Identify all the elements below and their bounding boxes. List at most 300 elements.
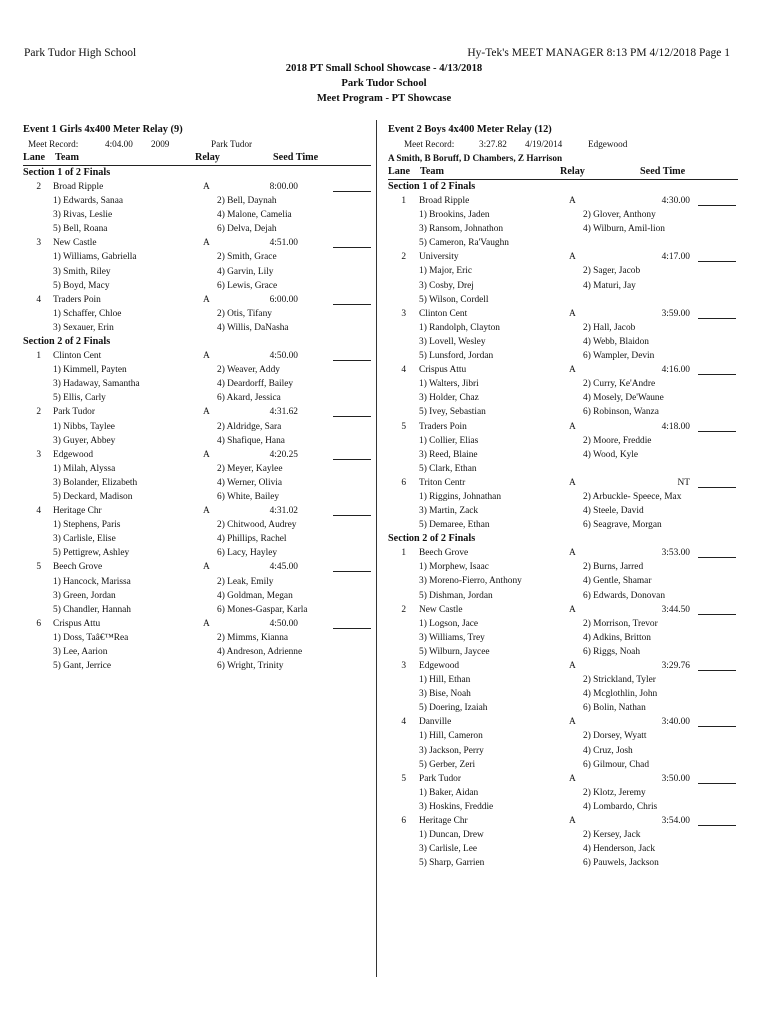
swimmer-name: 4) Deardorff, Bailey [217, 379, 294, 390]
swimmer-name: 4) Garvin, Lily [217, 266, 274, 277]
result-blank-line [333, 562, 371, 572]
swimmer-name: 2) Morrison, Trevor [583, 618, 658, 629]
col-relay: Relay [560, 166, 585, 177]
relay-letter: A [569, 421, 576, 432]
swimmer-name: 2) Kersey, Jack [583, 830, 641, 841]
team-name: Triton Centr [419, 477, 466, 488]
result-blank-line [333, 619, 371, 629]
lane-number: 2 [36, 407, 41, 418]
swimmer-row [388, 786, 738, 800]
result-blank-line [698, 422, 736, 432]
seed-time: 3:29.76 [661, 661, 690, 671]
swimmer-name: 6) Riggs, Noah [583, 646, 641, 657]
swimmer-name: 2) Hall, Jacob [583, 322, 636, 333]
swimmer-row [388, 264, 738, 278]
swimmer-name: 5) Demaree, Ethan [419, 520, 490, 531]
relay-entry-row [388, 715, 738, 729]
team-name: Traders Poin [419, 421, 467, 432]
swimmer-row [23, 631, 371, 645]
team-name: Edgewood [53, 449, 94, 460]
swimmer-row [23, 222, 371, 236]
meet-venue: Park Tudor School [341, 78, 427, 89]
result-blank-line [698, 661, 736, 671]
result-blank-line [698, 774, 736, 784]
swimmer-name: 4) Andreson, Adrienne [217, 647, 303, 657]
swimmer-row [388, 574, 738, 588]
seed-time: 3:53.00 [661, 548, 690, 559]
team-name: Park Tudor [419, 773, 461, 784]
swimmer-name: 3) Martin, Zack [419, 506, 479, 517]
seed-time: 4:30.00 [661, 196, 690, 206]
relay-letter: A [203, 238, 210, 249]
swimmer-name: 4) Wood, Kyle [583, 449, 639, 460]
meet-title: 2018 PT Small School Showcase - 4/13/2018 [285, 63, 483, 74]
lane-number: 4 [401, 717, 406, 728]
section-title: Section 1 of 2 Finals [23, 167, 111, 178]
col-seed-time: Seed Time [640, 166, 686, 177]
col-team: Team [55, 152, 79, 163]
lane-number: 3 [36, 238, 41, 249]
swimmer-name: 2) Dorsey, Wyatt [583, 731, 647, 742]
swimmer-name: 3) Bise, Noah [419, 689, 471, 700]
swimmer-row [23, 194, 371, 208]
swimmer-name: 4) Malone, Camelia [217, 210, 292, 221]
relay-letter: A [569, 477, 576, 488]
swimmer-name: 1) Stephens, Paris [53, 520, 121, 531]
swimmer-name: 2) Otis, Tifany [217, 308, 272, 319]
swimmer-row [388, 589, 738, 603]
relay-letter: A [203, 294, 210, 305]
team-name: University [419, 252, 459, 263]
swimmer-name: 1) Milah, Alyssa [53, 463, 116, 474]
swimmer-name: 6) Wright, Trinity [217, 661, 284, 672]
relay-entry-row [23, 180, 371, 194]
swimmer-row [23, 420, 371, 434]
swimmer-name: 2) Klotz, Jeremy [583, 787, 646, 798]
swimmer-row [388, 236, 738, 250]
swimmer-name: 1) Hill, Cameron [419, 731, 483, 742]
column-divider [376, 120, 377, 977]
swimmer-name: 2) Strickland, Tyler [583, 675, 656, 686]
result-blank-line [698, 365, 736, 375]
col-relay: Relay [195, 152, 220, 163]
swimmer-name: 1) Duncan, Drew [419, 830, 484, 841]
result-blank-line [333, 351, 371, 361]
seed-time: 8:00.00 [269, 182, 298, 192]
relay-entry-row [388, 250, 738, 264]
swimmer-row [23, 645, 371, 659]
swimmer-row [23, 250, 371, 264]
relay-letter: A [569, 717, 576, 728]
seed-time: 3:59.00 [661, 308, 690, 319]
swimmer-name: 1) Randolph, Clayton [419, 322, 500, 333]
seed-time: 4:16.00 [661, 365, 690, 376]
relay-entry-row [23, 560, 371, 574]
col-seed-time: Seed Time [273, 152, 319, 163]
team-name: New Castle [419, 604, 463, 615]
meet-record-label: Meet Record: [404, 139, 455, 149]
lane-number: 1 [401, 548, 406, 559]
seed-time: 4:50.00 [269, 618, 298, 629]
swimmer-row [23, 659, 371, 673]
swimmer-row [388, 377, 738, 391]
swimmer-name: 2) Chitwood, Audrey [217, 520, 297, 531]
team-name: Clinton Cent [53, 351, 102, 362]
team-name: Crispus Attu [53, 618, 101, 629]
swimmer-row [388, 800, 738, 814]
swimmer-name: 1) Edwards, Sanaa [53, 196, 124, 207]
lane-number: 2 [401, 604, 406, 615]
swimmer-name: 6) Gilmour, Chad [583, 759, 650, 770]
swimmer-name: 5) Boyd, Macy [53, 280, 110, 291]
seed-time: 4:20.25 [269, 449, 298, 460]
swimmer-name: 6) Pauwels, Jackson [583, 858, 659, 869]
column-header [23, 151, 371, 166]
result-blank-line [698, 309, 736, 319]
result-blank-line [698, 252, 736, 262]
swimmer-row [388, 842, 738, 856]
lane-number: 6 [36, 618, 41, 629]
swimmer-row [388, 673, 738, 687]
relay-letter: A [203, 562, 210, 573]
swimmer-name: 2) Smith, Grace [217, 252, 277, 263]
lane-number: 2 [401, 252, 406, 263]
swimmer-name: 6) Lewis, Grace [217, 280, 278, 291]
swimmer-name: 4) Adkins, Britton [583, 632, 651, 643]
relay-entry-row [388, 476, 738, 490]
swimmer-name: 1) Riggins, Johnathan [419, 491, 502, 502]
swimmer-name: 3) Bolander, Elizabeth [53, 477, 138, 488]
swimmer-row [388, 391, 738, 405]
seed-time: 4:31.02 [269, 506, 298, 517]
team-name: Heritage Chr [53, 506, 102, 517]
result-blank-line [333, 506, 371, 516]
section-title: Section 2 of 2 Finals [388, 533, 476, 545]
relay-entry-row [23, 504, 371, 518]
seed-time: 4:18.00 [661, 421, 690, 432]
lane-number: 6 [401, 816, 406, 827]
lane-number: 1 [36, 351, 41, 362]
column-header [388, 165, 738, 180]
relay-entry-row [23, 405, 371, 419]
team-name: Heritage Chr [419, 816, 468, 827]
swimmer-name: 4) Cruz, Josh [583, 745, 633, 756]
swimmer-name: 5) Doering, Izaiah [419, 703, 488, 714]
seed-time: 6:00.00 [269, 294, 298, 305]
swimmer-name: 3) Reed, Blaine [419, 449, 478, 460]
team-name: New Castle [53, 238, 97, 249]
swimmer-name: 1) Collier, Elias [419, 435, 479, 446]
swimmer-name: 3) Rivas, Leslie [53, 210, 113, 221]
swimmer-row [23, 532, 371, 546]
relay-entry-row [388, 659, 738, 673]
seed-time: 4:45.00 [269, 562, 298, 573]
team-name: Park Tudor [53, 407, 95, 418]
swimmer-name: 5) Gant, Jerrice [53, 661, 112, 672]
swimmer-name: 2) Glover, Anthony [583, 210, 656, 221]
lane-number: 5 [401, 421, 406, 432]
result-blank-line [333, 182, 371, 192]
meet-record-line [388, 137, 738, 151]
swimmer-row [388, 856, 738, 870]
header-software-info: Hy-Tek's MEET MANAGER 8:13 PM 4/12/2018 Page 1 [467, 47, 730, 59]
swimmer-row [388, 293, 738, 307]
relay-letter: A [203, 618, 210, 629]
swimmer-row [388, 729, 738, 743]
swimmer-name: 3) Hadaway, Samantha [53, 379, 140, 390]
swimmer-row [23, 434, 371, 448]
relay-letter: A [569, 816, 576, 827]
swimmer-name: 2) Mimms, Kianna [217, 632, 289, 643]
relay-entry-row [23, 293, 371, 307]
relay-letter: A [569, 548, 576, 559]
event-2-column [388, 122, 738, 870]
swimmer-name: 5) Dishman, Jordan [419, 590, 493, 601]
swimmer-name: 1) Major, Eric [419, 266, 472, 277]
swimmer-name: 6) Wampler, Devin [583, 351, 655, 362]
team-name: Beech Grove [419, 548, 469, 559]
swimmer-name: 4) Mcglothlin, John [583, 689, 658, 700]
swimmer-row [23, 377, 371, 391]
col-team: Team [420, 166, 444, 177]
result-blank-line [698, 717, 736, 727]
seed-time: 4:51.00 [269, 238, 298, 249]
lane-number: 3 [36, 449, 41, 460]
swimmer-name: 5) Sharp, Garrien [419, 858, 485, 869]
swimmer-row [388, 279, 738, 293]
swimmer-row [388, 335, 738, 349]
swimmer-name: 1) Baker, Aidan [419, 787, 479, 798]
swimmer-row [23, 307, 371, 321]
swimmer-row [388, 687, 738, 701]
swimmer-name: 4) Goldman, Megan [217, 590, 293, 601]
swimmer-row [23, 208, 371, 222]
result-blank-line [698, 478, 736, 488]
swimmer-name: 5) Clark, Ethan [419, 463, 477, 474]
relay-letter: A [569, 604, 576, 615]
relay-entry-row [388, 772, 738, 786]
relay-entry-row [388, 603, 738, 617]
relay-entry-row [388, 546, 738, 560]
swimmer-name: 6) Robinson, Wanza [583, 407, 659, 418]
swimmer-name: 3) Williams, Trey [419, 632, 485, 643]
seed-time: 3:54.00 [661, 816, 690, 827]
swimmer-row [23, 279, 371, 293]
event-1-column [23, 122, 371, 673]
seed-time: 3:50.00 [661, 773, 690, 784]
swimmer-name: 2) Bell, Daynah [217, 196, 277, 207]
swimmer-row [388, 222, 738, 236]
lane-number: 4 [36, 506, 41, 517]
swimmer-row [388, 321, 738, 335]
swimmer-row [388, 504, 738, 518]
swimmer-name: 1) Hill, Ethan [419, 675, 471, 686]
swimmer-name: 2) Weaver, Addy [217, 365, 280, 376]
relay-letter: A [569, 365, 576, 376]
team-name: Broad Ripple [53, 182, 104, 192]
swimmer-name: 1) Morphew, Isaac [419, 562, 489, 573]
swimmer-row [23, 391, 371, 405]
swimmer-name: 1) Walters, Jibri [419, 379, 479, 390]
relay-entry-row [388, 307, 738, 321]
swimmer-name: 2) Moore, Freddie [583, 435, 652, 446]
swimmer-name: 3) Jackson, Perry [419, 745, 484, 756]
team-name: Beech Grove [53, 562, 103, 573]
relay-entry-row [388, 363, 738, 377]
swimmer-name: 3) Moreno-Fierro, Anthony [419, 576, 522, 587]
relay-entry-row [388, 194, 738, 208]
result-blank-line [333, 450, 371, 460]
swimmer-name: 4) Webb, Blaidon [583, 336, 649, 347]
relay-letter: A [203, 449, 210, 460]
swimmer-row [388, 434, 738, 448]
swimmer-row [23, 321, 371, 335]
swimmer-name: 4) Shafique, Hana [217, 435, 285, 446]
swimmer-row [388, 405, 738, 419]
meet-record-team: Park Tudor [211, 139, 253, 149]
meet-record-date: 2009 [151, 139, 170, 149]
relay-letter: A [569, 773, 576, 784]
swimmer-name: 4) Wilburn, Amil-lion [583, 224, 665, 235]
swimmer-name: 3) Lee, Aarion [53, 647, 108, 657]
swimmer-name: 4) Werner, Olivia [217, 477, 283, 488]
swimmer-name: 5) Ivey, Sebastian [419, 407, 486, 418]
swimmer-name: 6) Mones-Gaspar, Karla [217, 604, 308, 615]
swimmer-name: 5) Ellis, Carly [53, 393, 106, 404]
col-lane: Lane [388, 166, 411, 177]
swimmer-name: 1) Nibbs, Taylee [53, 421, 115, 432]
meet-record-team: Edgewood [588, 139, 628, 149]
team-name: Clinton Cent [419, 308, 468, 319]
swimmer-row [388, 448, 738, 462]
relay-letter: A [203, 407, 210, 418]
swimmer-name: 3) Carlisle, Elise [53, 534, 116, 545]
relay-letter: A [203, 506, 210, 517]
swimmer-name: 3) Hoskins, Freddie [419, 801, 494, 812]
result-blank-line [333, 295, 371, 305]
swimmer-name: 4) Steele, David [583, 506, 644, 517]
swimmer-row [388, 631, 738, 645]
swimmer-name: 5) Pettigrew, Ashley [53, 548, 130, 559]
swimmer-row [23, 476, 371, 490]
team-name: Danville [419, 717, 452, 728]
swimmer-name: 2) Arbuckle- Speece, Max [583, 491, 682, 502]
section-title: Section 2 of 2 Finals [23, 336, 111, 348]
team-name: Broad Ripple [419, 196, 470, 206]
swimmer-name: 2) Curry, Ke'Andre [583, 379, 656, 390]
swimmer-row [388, 560, 738, 574]
swimmer-name: 4) Henderson, Jack [583, 844, 656, 855]
seed-time: NT [677, 477, 690, 488]
swimmer-row [388, 349, 738, 363]
team-name: Edgewood [419, 661, 460, 671]
team-name: Traders Poin [53, 294, 101, 305]
swimmer-name: 5) Gerber, Zeri [419, 759, 476, 770]
swimmer-name: 1) Kimmell, Payten [53, 365, 127, 376]
swimmer-row [388, 518, 738, 532]
swimmer-name: 4) Mosely, De'Waune [583, 393, 664, 404]
relay-letter: A [203, 182, 210, 192]
swimmer-row [23, 603, 371, 617]
swimmer-name: 2) Aldridge, Sara [217, 421, 282, 432]
lane-number: 3 [401, 661, 406, 671]
swimmer-name: 1) Brookins, Jaden [419, 210, 490, 221]
relay-entry-row [23, 448, 371, 462]
swimmer-row [23, 546, 371, 560]
meet-title-block [0, 61, 768, 106]
swimmer-name: 4) Phillips, Rachel [217, 534, 287, 545]
swimmer-name: 1) Schaffer, Chloe [53, 308, 122, 319]
seed-time: 4:50.00 [269, 351, 298, 362]
result-blank-line [333, 407, 371, 417]
swimmer-name: 6) Seagrave, Morgan [583, 520, 662, 531]
lane-number: 1 [401, 196, 406, 206]
swimmer-name: 4) Lombardo, Chris [583, 801, 658, 812]
swimmer-row [388, 828, 738, 842]
swimmer-name: 3) Lovell, Wesley [419, 336, 486, 347]
meet-record-date: 4/19/2014 [525, 139, 563, 149]
meet-record-time: 3:27.82 [479, 139, 507, 149]
event-title: Event 2 Boys 4x400 Meter Relay (12) [388, 124, 552, 135]
swimmer-name: 5) Bell, Roana [53, 224, 108, 235]
swimmer-row [23, 575, 371, 589]
header-school: Park Tudor High School [24, 47, 137, 59]
seed-time: 4:31.62 [269, 407, 298, 418]
swimmer-name: 5) Cameron, Ra'Vaughn [419, 238, 509, 249]
relay-entry-row [23, 236, 371, 250]
relay-letter: A [569, 196, 576, 206]
swimmer-row [388, 645, 738, 659]
swimmer-name: 6) White, Bailey [217, 491, 280, 502]
swimmer-name: 1) Williams, Gabriella [53, 252, 137, 263]
lane-number: 6 [401, 477, 406, 488]
result-blank-line [698, 548, 736, 558]
swimmer-name: 5) Deckard, Madison [53, 491, 133, 502]
swimmer-name: 2) Leak, Emily [217, 576, 274, 587]
swimmer-row [388, 490, 738, 504]
swimmer-name: 1) Hancock, Marissa [53, 576, 131, 587]
meet-record-line [23, 137, 371, 151]
lane-number: 4 [36, 294, 41, 305]
swimmer-name: 6) Edwards, Donovan [583, 590, 666, 601]
swimmer-row [388, 701, 738, 715]
swimmer-name: 6) Lacy, Hayley [217, 548, 278, 559]
swimmer-name: 3) Guyer, Abbey [53, 435, 116, 446]
lane-number: 5 [36, 562, 41, 573]
swimmer-row [23, 265, 371, 279]
team-name: Crispus Attu [419, 365, 467, 376]
lane-number: 4 [401, 365, 406, 376]
swimmer-row [388, 462, 738, 476]
swimmer-row [388, 208, 738, 222]
swimmer-name: 1) Doss, Taâ€™Rea [53, 632, 129, 643]
swimmer-row [23, 518, 371, 532]
swimmer-row [388, 758, 738, 772]
meet-record-label: Meet Record: [28, 139, 79, 149]
swimmer-name: 2) Meyer, Kaylee [217, 463, 283, 474]
relay-letter: A [569, 252, 576, 263]
seed-time: 4:17.00 [661, 252, 690, 263]
swimmer-name: 6) Delva, Dejah [217, 224, 277, 235]
lane-number: 2 [36, 182, 41, 192]
meet-record-time: 4:04.00 [105, 139, 133, 149]
swimmer-row [388, 744, 738, 758]
seed-time: 3:40.00 [661, 717, 690, 728]
swimmer-name: 3) Green, Jordan [53, 590, 116, 601]
event-title: Event 1 Girls 4x400 Meter Relay (9) [23, 124, 183, 135]
swimmer-name: 5) Chandler, Hannah [53, 604, 131, 615]
swimmer-name: 1) Logson, Jace [419, 618, 479, 629]
